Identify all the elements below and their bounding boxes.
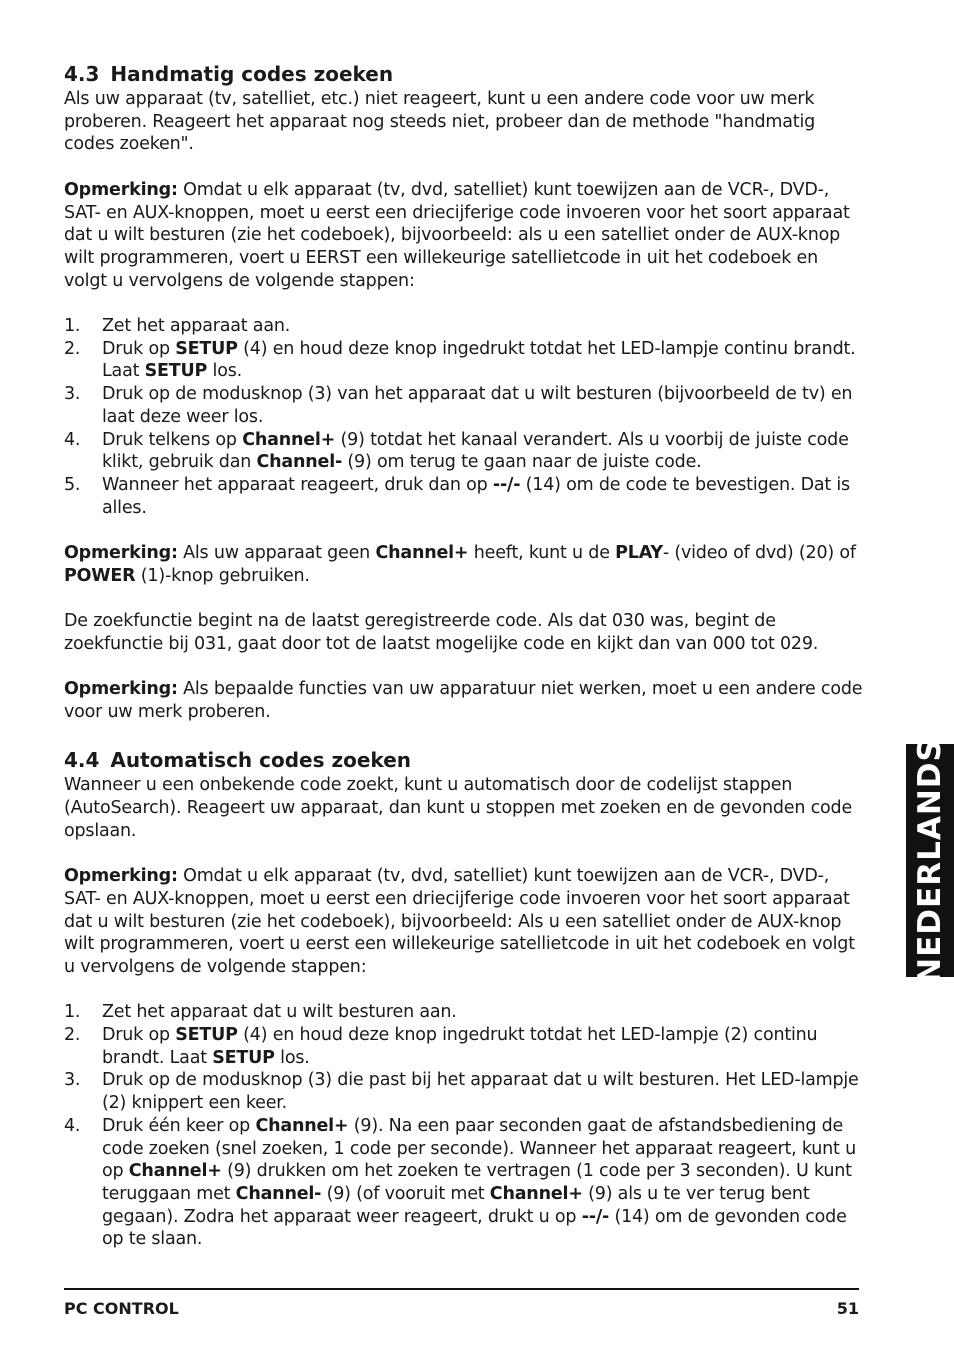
section-4-3-note-1: Opmerking: Omdat u elk apparaat (tv, dvd, satelliet) kunt toewijzen aan de VCR-, DVD-, SAT- en AUX-knoppen, moet u eerst een driecijferige code invoeren voor het soort apparaat dat u wilt besturen (zie het codeboek), bijvoorbeeld: als u een satelliet onder de AUX-knop wilt programmeren, voert u EERST een willekeurige satellietcode in uit het codeboek en volgt u vervolgens de volgende stappen: [64, 179, 850, 291]
footer-page-number: 51 [836, 1299, 859, 1318]
section-4-3-note-3: Opmerking: Als bepaalde functies van uw apparatuur niet werken, moet u een andere code voor uw merk proberen. [64, 679, 863, 722]
section-heading-4-4: 4.4 Automatisch codes zoeken [64, 748, 411, 773]
page-content [64, 60, 864, 1274]
section-heading-4-3: 4.3 Handmatig codes zoeken [64, 62, 394, 86]
section-4-4-steps [64, 1001, 864, 1251]
section-4-4-note-1: Opmerking: Omdat u elk apparaat (tv, dvd, satelliet) kunt toewijzen aan de VCR-, DVD-, SAT- en AUX-knoppen, moet u eerst een driecijferige code invoeren voor het soort apparaat dat u wilt besturen (zie het codeboek), bijvoorbeeld: Als u een satelliet onder de AUX-knop wilt programmeren, voert u eerst een willekeurige satellietcode in uit het codeboek en volgt u vervolgens de volgende stappen: [64, 866, 855, 977]
list-item: 4. Druk telkens op Channel+ (9) totdat het kanaal verandert. Als u voorbij de juiste code klikt, gebruik dan Channel- (9) om terug te gaan naar de juiste code. [64, 429, 849, 473]
list-item: 4. Druk één keer op Channel+ (9). Na een paar seconden gaat de afstandsbediening de code zoeken (snel zoeken, 1 code per seconde). Wanneer het apparaat reageert, kunt u op Channel+ (9) drukken om het zoeken te vertragen (1 code per 3 seconden). U kunt teruggaan met Channel- (9) (of vooruit met Channel+ (9) als u te ver terug bent gegaan). Zodra het apparaat weer reageert, drukt u op --/- (14) om de gevonden code op te slaan. [64, 1115, 856, 1250]
section-4-3-intro: Als uw apparaat (tv, satelliet, etc.) niet reageert, kunt u een andere code voor uw merk proberen. Reageert het apparaat nog steeds niet, probeer dan de methode "handmatig codes zoeken". [64, 89, 816, 155]
section-4-3-steps [64, 315, 864, 519]
list-item: 2. Druk op SETUP (4) en houd deze knop ingedrukt totdat het LED-lampje continu brandt. Laat SETUP los. [64, 338, 856, 382]
list-item: 3. Druk op de modusknop (3) die past bij het apparaat dat u wilt besturen. Het LED-lampje (2) knippert een keer. [64, 1070, 859, 1114]
section-4-3-note-2: Opmerking: Als uw apparaat geen Channel+ heeft, kunt u de PLAY- (video of dvd) (20) of POWER (1)-knop gebruiken. [64, 543, 856, 586]
list-item: 1. Zet het apparaat dat u wilt besturen aan. [64, 1002, 457, 1023]
list-item: 3. Druk op de modusknop (3) van het apparaat dat u wilt besturen (bijvoorbeeld de tv) en laat deze weer los. [64, 384, 853, 427]
list-item: 5. Wanneer het apparaat reageert, druk dan op --/- (14) om de code te bevestigen. Dat is alles. [64, 474, 850, 518]
footer-product-name: PC CONTROL [64, 1299, 179, 1318]
list-item: 1. Zet het apparaat aan. [64, 316, 291, 336]
section-4-4-intro: Wanneer u een onbekende code zoekt, kunt u automatisch door de codelijst stappen (AutoSearch). Reageert uw apparaat, dan kunt u stoppen met zoeken en de gevonden code opslaan. [64, 775, 853, 841]
language-side-tab-label: NEDERLANDS [912, 737, 948, 984]
list-item: 2. Druk op SETUP (4) en houd deze knop ingedrukt totdat het LED-lampje (2) continu brandt. Laat SETUP los. [64, 1025, 818, 1068]
language-side-tab [906, 737, 954, 984]
footer-divider [64, 1288, 859, 1290]
section-4-3-search-info: De zoekfunctie begint na de laatst geregistreerde code. Als dat 030 was, begint de zoekfunctie bij 031, gaat door tot de laatst mogelijke code en kijkt dan van 000 tot 029. [64, 611, 819, 654]
